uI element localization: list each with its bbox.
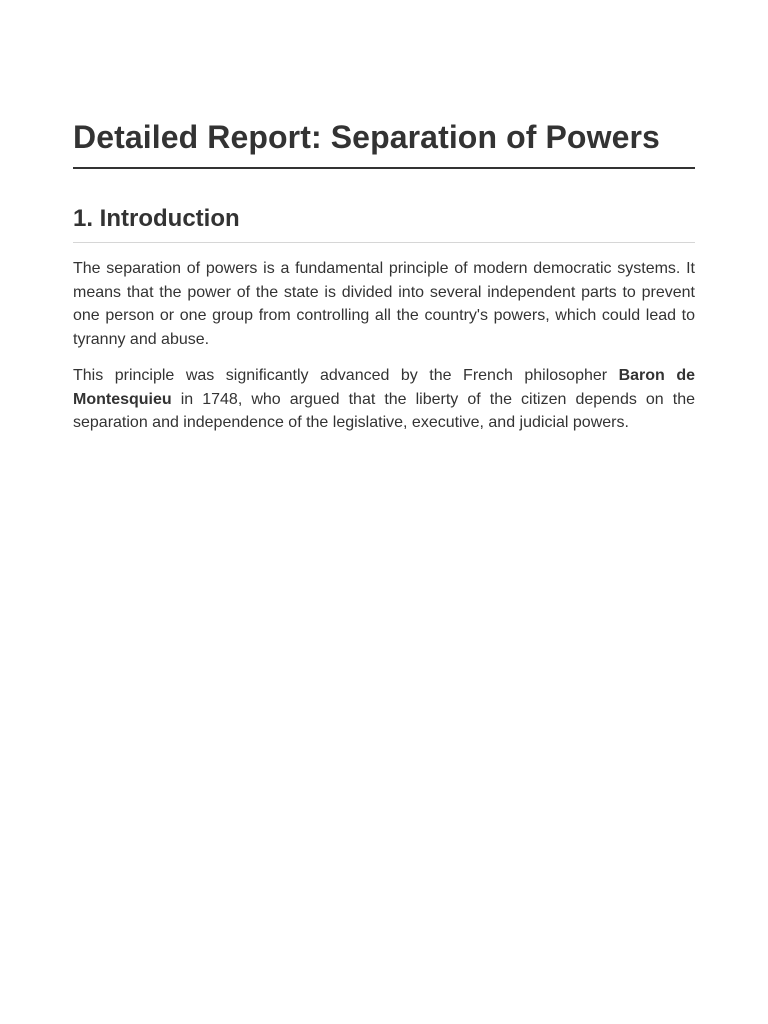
paragraph-definition: The separation of powers is a fundamental principle of modern democratic systems. It means that the power of the state is divided into several independent parts to prevent one person or one group from controlling all the country's powers, which could lead to tyranny and abuse. <box>73 260 695 348</box>
paragraph-text-before: This principle was significantly advanced by the French philosopher <box>73 367 619 384</box>
emphasis-name: Baron de Montesquieu <box>73 367 695 408</box>
section-introduction <box>73 203 695 435</box>
paragraph-text-after: in 1748, who argued that the liberty of the citizen depends on the separation and independence of the legislative, executive, and judicial powers. <box>73 390 695 431</box>
section-heading: 1. Introduction <box>73 203 695 243</box>
page-title: Detailed Report: Separation of Powers <box>73 0 695 169</box>
paragraph-montesquieu <box>73 364 695 435</box>
